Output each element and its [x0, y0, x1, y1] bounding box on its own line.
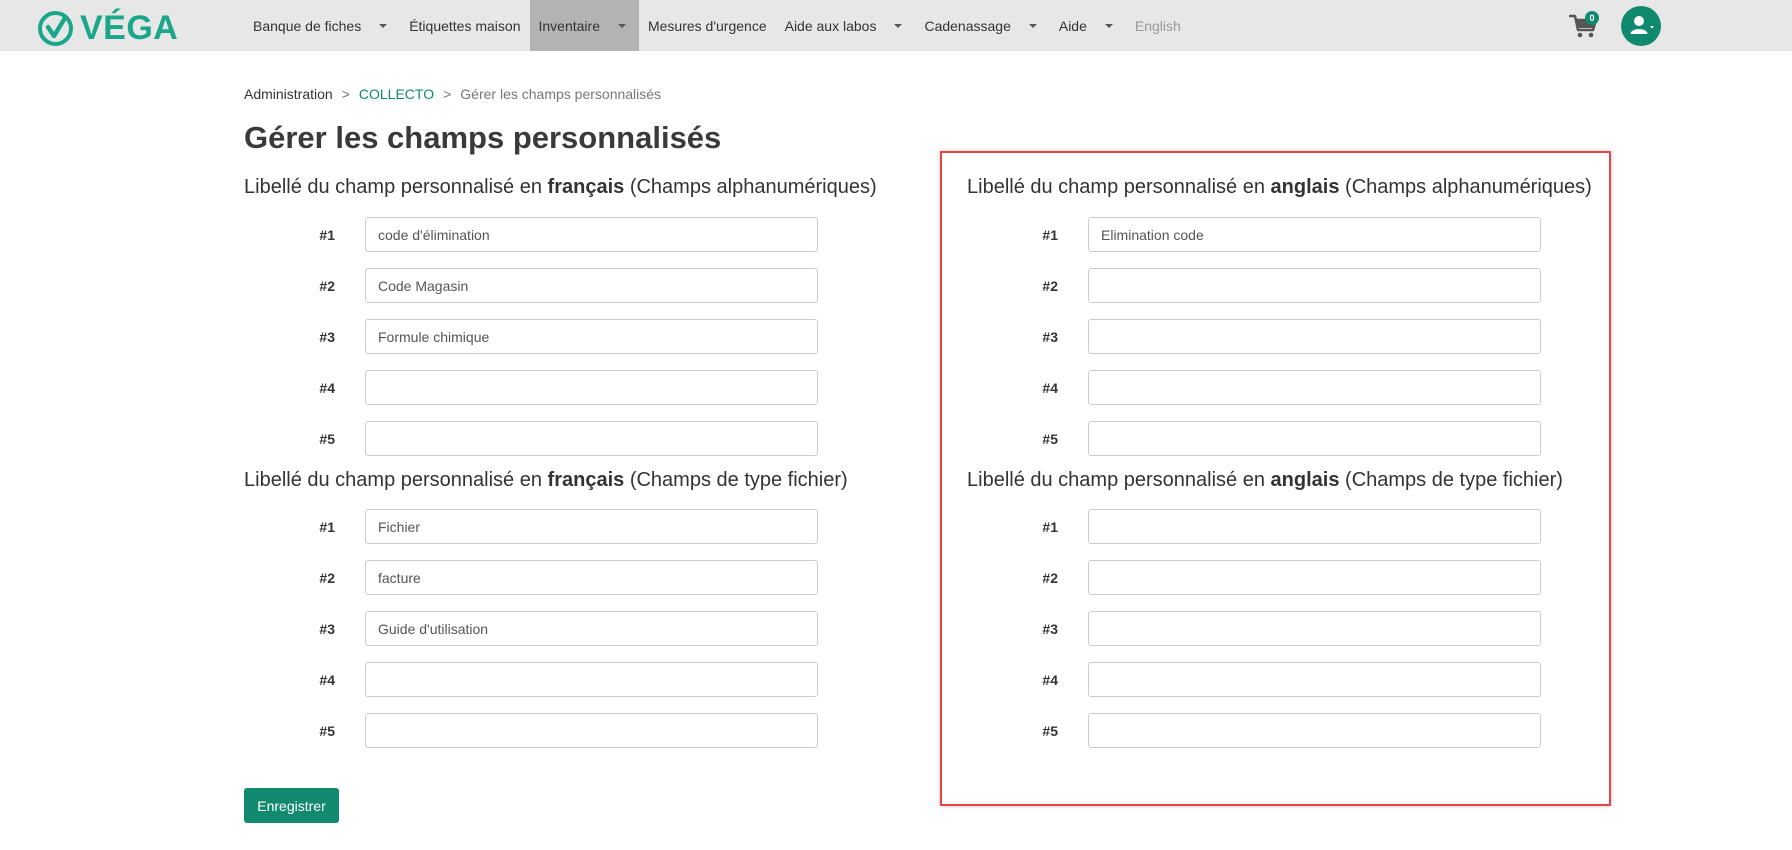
breadcrumb-current: Gérer les champs personnalisés	[460, 86, 662, 102]
fr-file-field-2-input[interactable]	[365, 560, 818, 595]
fr-alpha-field-3-input[interactable]	[365, 319, 818, 354]
field-row-fr-alpha-1	[295, 217, 335, 252]
field-number: #2	[1042, 569, 1058, 586]
caret-down-icon	[618, 24, 626, 28]
fr-file-field-5-input[interactable]	[365, 713, 818, 748]
section-heading-en-alpha	[967, 176, 1592, 199]
field-row-en-file-2	[1018, 560, 1058, 595]
caret-down-icon	[1029, 24, 1037, 28]
field-row-fr-file-3	[295, 611, 335, 646]
field-row-fr-file-5	[295, 713, 335, 748]
field-number: #2	[1042, 277, 1058, 294]
field-number: #1	[319, 226, 335, 243]
nav-item-inventaire[interactable]	[530, 0, 639, 51]
field-number: #3	[319, 328, 335, 345]
field-row-en-file-3	[1018, 611, 1058, 646]
en-alpha-field-5-input[interactable]	[1088, 421, 1541, 456]
check-circle-icon	[37, 10, 74, 47]
fr-alpha-field-4-input[interactable]	[365, 370, 818, 405]
section-heading-fr-alpha	[244, 176, 877, 199]
breadcrumb-administration[interactable]: Administration	[244, 86, 333, 102]
field-number: #4	[1042, 379, 1058, 396]
breadcrumb-collecto[interactable]: COLLECTO	[358, 86, 435, 102]
caret-down-icon	[1105, 24, 1113, 28]
heading-prefix: Libellé du champ personnalisé en	[967, 176, 1265, 198]
field-row-en-alpha-5	[1018, 421, 1058, 456]
fr-alpha-field-5-input[interactable]	[365, 421, 818, 456]
cart-count-badge: 0	[1585, 11, 1599, 25]
en-file-field-1-input[interactable]	[1088, 509, 1541, 544]
field-row-en-alpha-4	[1018, 370, 1058, 405]
nav-item-banque-de-fiches[interactable]	[244, 0, 400, 51]
field-number: #5	[319, 430, 335, 447]
nav-item-label: Banque de fiches	[253, 17, 362, 34]
en-alpha-field-3-input[interactable]	[1088, 319, 1541, 354]
top-navbar	[0, 0, 1792, 51]
nav-item-mesures-urgence[interactable]	[639, 0, 776, 51]
field-number: #4	[1042, 671, 1058, 688]
nav-item-label: Aide aux labos	[784, 17, 877, 34]
en-file-field-4-input[interactable]	[1088, 662, 1541, 697]
heading-language: anglais	[1270, 176, 1340, 198]
field-row-en-alpha-3	[1018, 319, 1058, 354]
en-file-field-5-input[interactable]	[1088, 713, 1541, 748]
en-alpha-field-4-input[interactable]	[1088, 370, 1541, 405]
fr-alpha-field-1-input[interactable]	[365, 217, 818, 252]
field-row-en-file-4	[1018, 662, 1058, 697]
nav-item-label: Étiquettes maison	[409, 17, 521, 34]
field-number: #2	[319, 277, 335, 294]
nav-item-aide-aux-labos[interactable]	[776, 0, 916, 51]
caret-down-icon	[894, 24, 902, 28]
field-number: #4	[319, 671, 335, 688]
heading-language: français	[547, 469, 625, 491]
en-alpha-field-2-input[interactable]	[1088, 268, 1541, 303]
nav-item-label: Mesures d'urgence	[647, 17, 767, 34]
field-number: #5	[1042, 430, 1058, 447]
heading-language: anglais	[1270, 469, 1340, 491]
nav-item-label: Inventaire	[538, 17, 600, 34]
page-title: Gérer les champs personnalisés	[244, 120, 722, 155]
fr-file-field-1-input[interactable]	[365, 509, 818, 544]
heading-suffix: (Champs alphanumériques)	[1345, 176, 1592, 198]
brand-name: VÉGA	[80, 9, 179, 47]
field-row-fr-alpha-5	[295, 421, 335, 456]
nav-item-english[interactable]	[1126, 0, 1190, 51]
brand-logo[interactable]	[37, 10, 178, 47]
heading-prefix: Libellé du champ personnalisé en	[244, 176, 542, 198]
field-number: #3	[1042, 328, 1058, 345]
save-button[interactable]: Enregistrer	[244, 788, 339, 823]
field-number: #2	[319, 569, 335, 586]
cart-button[interactable]	[1569, 12, 1599, 40]
nav-item-label: Cadenassage	[924, 17, 1011, 34]
nav-item-cadenassage[interactable]	[915, 0, 1049, 51]
section-heading-en-file	[967, 469, 1563, 492]
field-number: #5	[319, 722, 335, 739]
en-alpha-field-1-input[interactable]	[1088, 217, 1541, 252]
en-file-field-2-input[interactable]	[1088, 560, 1541, 595]
breadcrumb	[244, 86, 661, 102]
breadcrumb-separator: >	[341, 86, 350, 102]
field-number: #1	[1042, 226, 1058, 243]
field-number: #1	[1042, 518, 1058, 535]
main-nav	[244, 0, 1190, 51]
field-row-en-file-5	[1018, 713, 1058, 748]
field-row-en-file-1	[1018, 509, 1058, 544]
heading-prefix: Libellé du champ personnalisé en	[244, 469, 542, 491]
caret-down-icon	[379, 24, 387, 28]
nav-item-etiquettes-maison[interactable]	[400, 0, 529, 51]
field-row-fr-file-2	[295, 560, 335, 595]
field-number: #4	[319, 379, 335, 396]
field-row-fr-file-4	[295, 662, 335, 697]
nav-item-label: Aide	[1058, 17, 1087, 34]
heading-suffix: (Champs alphanumériques)	[629, 176, 877, 198]
field-row-fr-alpha-3	[295, 319, 335, 354]
en-file-field-3-input[interactable]	[1088, 611, 1541, 646]
field-number: #3	[1042, 620, 1058, 637]
field-row-fr-file-1	[295, 509, 335, 544]
nav-item-aide[interactable]	[1050, 0, 1126, 51]
field-number: #3	[319, 620, 335, 637]
field-number: #5	[1042, 722, 1058, 739]
field-row-en-alpha-1	[1018, 217, 1058, 252]
fr-alpha-field-2-input[interactable]	[365, 268, 818, 303]
field-row-en-alpha-2	[1018, 268, 1058, 303]
user-icon	[1621, 6, 1661, 46]
heading-suffix: (Champs de type fichier)	[1345, 469, 1563, 491]
field-row-fr-alpha-2	[295, 268, 335, 303]
section-heading-fr-file	[244, 469, 848, 492]
heading-suffix: (Champs de type fichier)	[629, 469, 848, 491]
nav-item-label: English	[1134, 17, 1181, 34]
field-number: #1	[319, 518, 335, 535]
heading-prefix: Libellé du champ personnalisé en	[967, 469, 1265, 491]
heading-language: français	[547, 176, 625, 198]
user-menu-button[interactable]	[1621, 6, 1661, 46]
fr-file-field-4-input[interactable]	[365, 662, 818, 697]
field-row-fr-alpha-4	[295, 370, 335, 405]
fr-file-field-3-input[interactable]	[365, 611, 818, 646]
breadcrumb-separator: >	[443, 86, 452, 102]
